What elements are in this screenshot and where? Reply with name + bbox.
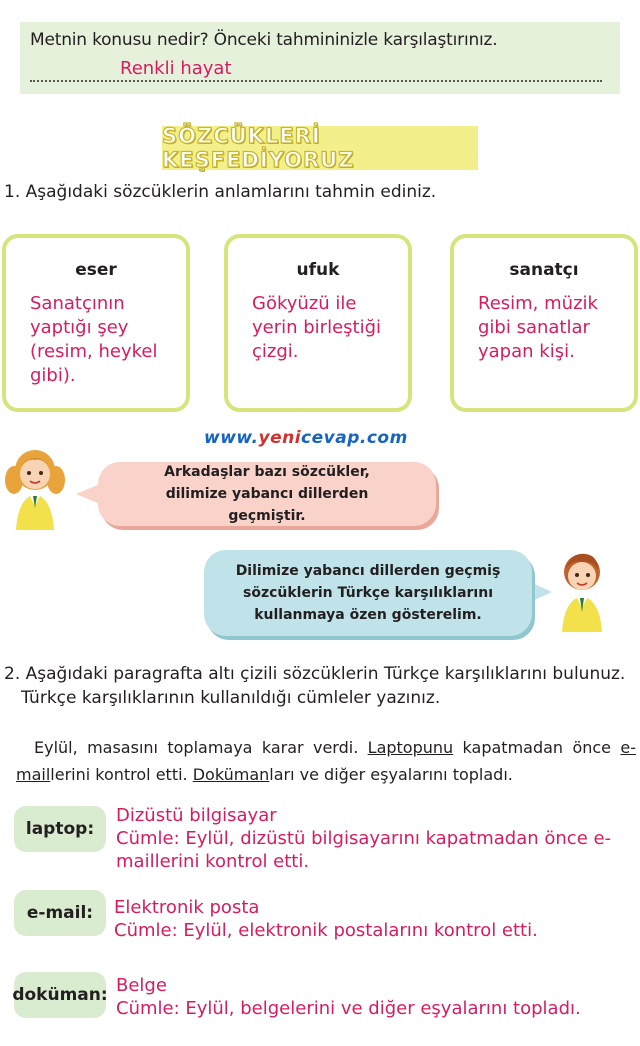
topic-question: Metnin konusu nedir? Önceki tahmininizle karşılaştırınız.	[30, 30, 498, 50]
boy-speech-bubble	[204, 550, 532, 636]
speech-bubble-tail	[76, 484, 100, 504]
paragraph	[16, 734, 636, 788]
girl-speech-text: Arkadaşlar bazı sözcükler, dilimize yabancı dillerden geçmiştir.	[164, 464, 370, 524]
word-card-sanatci	[450, 234, 638, 412]
topic-answer: Renkli hayat	[120, 58, 232, 79]
question-2-line-2: Türkçe karşılıklarının kullanıldığı cümleler yazınız.	[21, 688, 441, 708]
girl-speech-bubble	[98, 462, 436, 526]
card-word: sanatçı	[509, 260, 579, 280]
watermark-part: www.	[204, 428, 259, 448]
card-definition: Sanatçının yaptığı şey (resim, heykel gibi).	[30, 293, 158, 386]
card-word: ufuk	[296, 260, 340, 280]
term-meaning: Dizüstü bilgisayar	[116, 805, 277, 826]
watermark-part: .com	[359, 428, 408, 448]
watermark-part: cevap	[301, 428, 360, 448]
paragraph-text: kapatmadan önce	[453, 738, 621, 757]
section-title: SÖZCÜKLERİ KEŞFEDİYORUZ	[162, 124, 355, 172]
term-sentence: Cümle: Eylül, belgelerini ve diğer eşyalarını topladı.	[116, 998, 581, 1019]
watermark-link[interactable]	[204, 428, 408, 448]
watermark-part: yeni	[258, 428, 302, 448]
speech-bubble-tail	[530, 582, 552, 602]
underlined-word: e-mail	[16, 738, 637, 784]
underlined-word: Doküman	[192, 765, 270, 784]
card-definition: Gökyüzü ile yerin birleştiği çizgi.	[252, 293, 382, 362]
boy-illustration	[552, 544, 612, 632]
card-word: eser	[75, 260, 117, 280]
paragraph-text: lerini kontrol etti.	[50, 765, 193, 784]
term-label-dokuman: doküman:	[14, 972, 106, 1018]
question-2	[4, 662, 640, 710]
word-card-ufuk	[224, 234, 412, 412]
question-2-line-1: 2. Aşağıdaki paragrafta altı çizili sözcüklerin Türkçe karşılıklarını bulunuz.	[4, 664, 626, 684]
card-definition: Resim, müzik gibi sanatlar yapan kişi.	[478, 293, 598, 362]
term-meaning: Elektronik posta	[114, 897, 260, 918]
paragraph-text: Eylül, masasını toplamaya karar verdi.	[34, 738, 368, 757]
girl-illustration	[4, 440, 66, 530]
word-card-eser	[2, 234, 190, 412]
question-1: 1. Aşağıdaki sözcüklerin anlamlarını tahmin ediniz.	[4, 182, 437, 202]
term-meaning: Belge	[116, 975, 167, 996]
answer-dotted-line	[30, 80, 602, 82]
boy-speech-text: Dilimize yabancı dillerden geçmiş sözcüklerin Türkçe karşılıklarını kullanmaya özen gösterelim.	[235, 563, 501, 623]
underlined-word: Laptopunu	[367, 738, 454, 757]
term-answer	[114, 896, 634, 942]
section-banner	[162, 126, 478, 170]
paragraph-text: ları ve diğer eşyalarını topladı.	[269, 765, 513, 784]
term-label-email: e-mail:	[14, 890, 106, 936]
term-sentence: Cümle: Eylül, dizüstü bilgisayarını kapatmadan önce e-maillerini kontrol etti.	[116, 828, 612, 872]
term-answer	[116, 804, 636, 873]
term-label-laptop: laptop:	[14, 806, 106, 852]
term-answer	[116, 974, 636, 1020]
term-sentence: Cümle: Eylül, elektronik postalarını kontrol etti.	[114, 920, 538, 941]
